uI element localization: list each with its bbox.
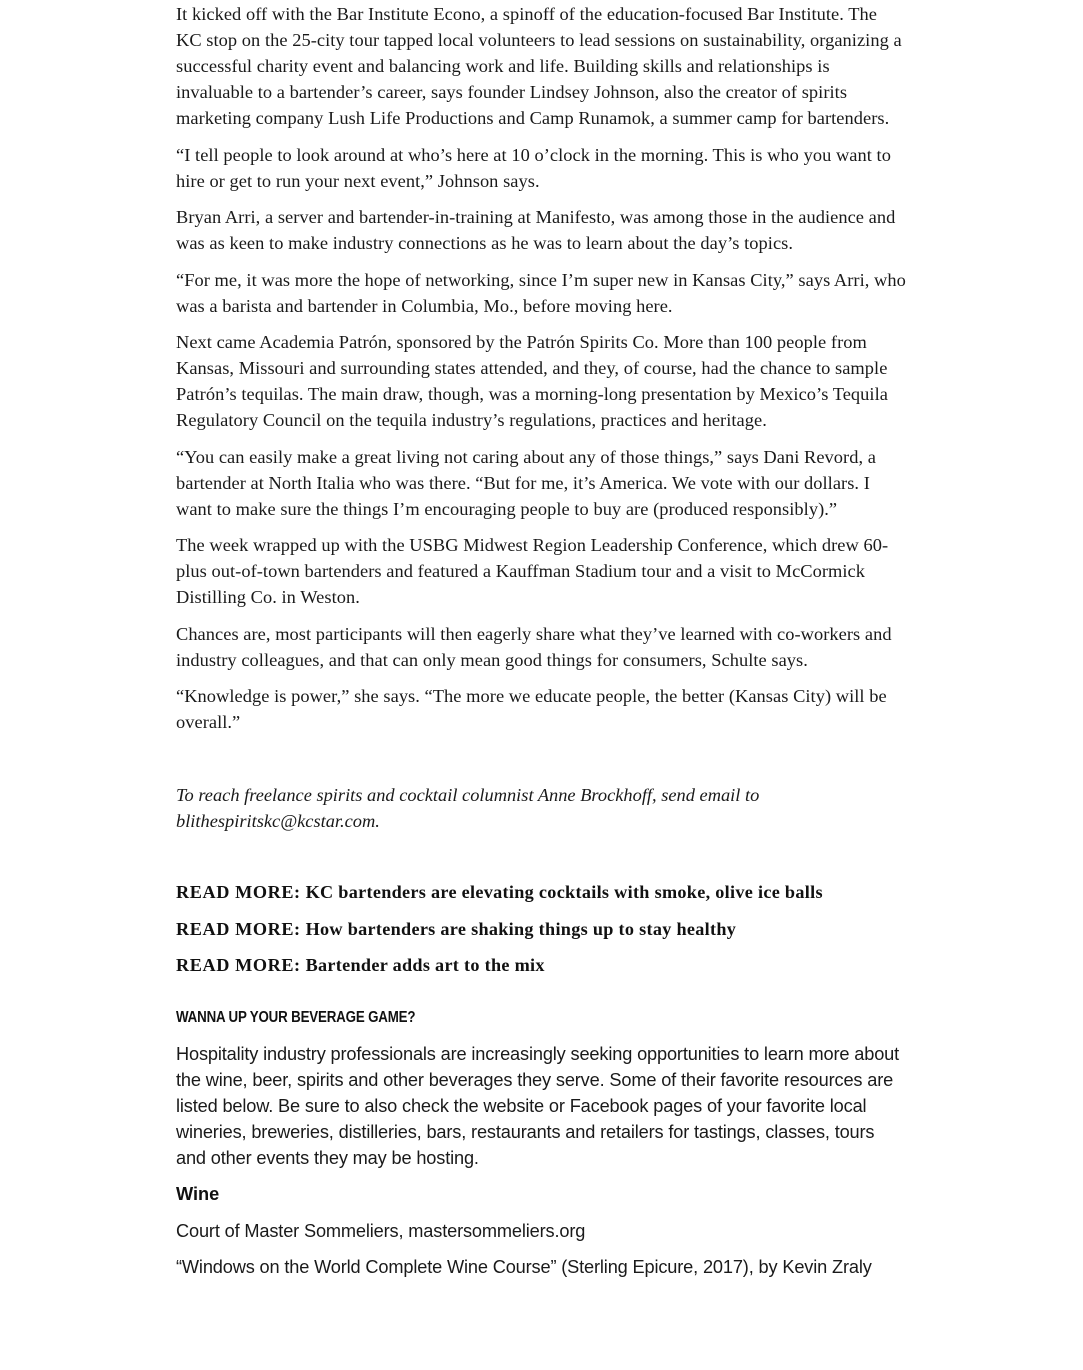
article-paragraph: The week wrapped up with the USBG Midwest Region Leadership Conference, which drew 60-plus out-of-town bartenders and featured a Kauffman Stadium tour and a visit to McCormick Distilling Co. in Weston. [176,535,889,607]
sidebar-section-title: Wine [176,1184,220,1204]
read-more-prefix: READ MORE: [176,882,301,902]
read-more-link[interactable] [176,879,906,905]
sidebar-heading: WANNA UP YOUR BEVERAGE GAME? [176,1009,416,1026]
article-paragraph: Bryan Arri, a server and bartender-in-training at Manifesto, was among those in the audience and was as keen to make industry connections as he was to learn about the day’s topics. [176,207,896,253]
read-more-prefix: READ MORE: [176,955,301,975]
read-more-prefix: READ MORE: [176,918,301,939]
article-body [176,0,906,1280]
resource-item: Court of Master Sommeliers, mastersommeliers.org [176,1221,586,1241]
article-paragraph: “For me, it was more the hope of networking, since I’m super new in Kansas City,” says Arri, who was a barista and bartender in Columbia, Mo., before moving here. [176,269,906,316]
read-more-list [176,879,906,978]
read-more-title: How bartenders are shaking things up to stay healthy [305,918,737,939]
author-contact-note: To reach freelance spirits and cocktail columnist Anne Brockhoff, send email to blithespiritskc@kcstar.com. [176,785,760,831]
article-paragraph: Chances are, most participants will then eagerly share what they’ve learned with co-workers and industry colleagues, and that can only mean good things for consumers, Schulte says. [176,623,892,670]
article-paragraph: Next came Academia Patrón, sponsored by the Patrón Spirits Co. More than 100 people from Kansas, Missouri and surrounding states attended, and they, of course, had the chance to sample Patrón’s tequilas. The main draw, though, was a morning-long presentation by Mexico’s Tequila Regulatory Council on the tequila industry’s regulations, practices and heritage. [176,332,888,430]
read-more-link[interactable] [176,952,906,978]
article-paragraph: It kicked off with the Bar Institute Econo, a spinoff of the education-focused Bar Institute. The KC stop on the 25-city tour tapped local volunteers to lead sessions on sustainability, organizing a successful charity event and balancing work and life. Building skills and relationships is invaluable to a bartender’s career, says founder Lindsey Johnson, also the creator of spirits marketing company Lush Life Productions and Camp Runamok, a summer camp for bartenders. [176,4,902,128]
article-paragraph: “Knowledge is power,” she says. “The more we educate people, the better (Kansas City) will be overall.” [176,686,887,732]
article-paragraph: “You can easily make a great living not caring about any of those things,” says Dani Revord, a bartender at North Italia who was there. “But for me, it’s America. We vote with our dollars. I want to make sure the things I’m encouraging people to buy are (produced responsibly).” [176,446,876,519]
read-more-title: KC bartenders are elevating cocktails with smoke, olive ice balls [305,882,823,902]
resource-item: “Windows on the World Complete Wine Course” (Sterling Epicure, 2017), by Kevin Zraly [176,1257,872,1277]
read-more-title: Bartender adds art to the mix [305,955,545,975]
read-more-link[interactable] [176,916,906,942]
article-paragraph: “I tell people to look around at who’s here at 10 o’clock in the morning. This is who you want to hire or get to run your next event,” Johnson says. [176,144,891,191]
beverage-resources-sidebar [176,1008,906,1280]
sidebar-intro: Hospitality industry professionals are increasingly seeking opportunities to learn more about the wine, beer, spirits and other beverages they serve. Some of their favorite resources are listed below. Be sure to also check the website or Facebook pages of your favorite local wineries, breweries, distilleries, bars, restaurants and retailers for tastings, classes, tours and other events they may be hosting. [176,1044,900,1168]
